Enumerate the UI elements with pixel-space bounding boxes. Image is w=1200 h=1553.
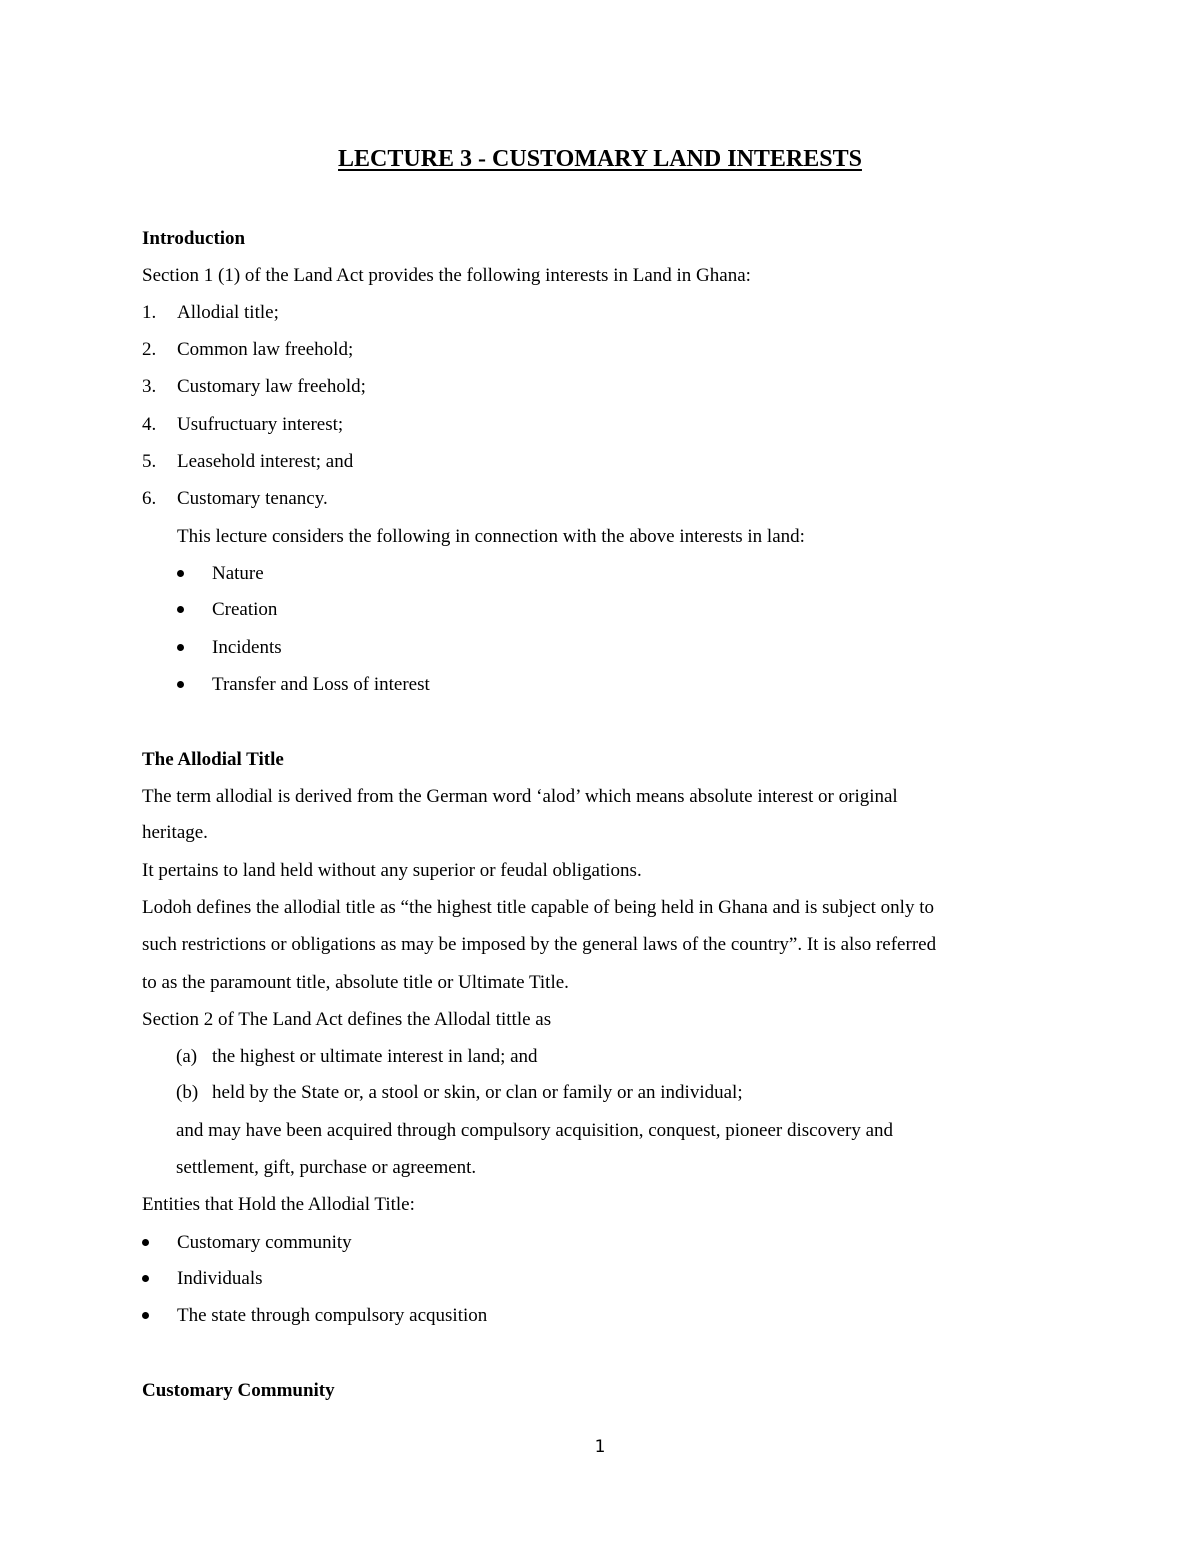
considers-text: This lecture considers the following in connection with the above interests in land: [177, 526, 805, 547]
paragraph-line: Section 2 of The Land Act defines the Allodal tittle as [142, 1009, 552, 1030]
customary-community-heading: Customary Community [142, 1380, 335, 1401]
list-item: Allodial title; [177, 302, 279, 323]
list-item: Common law freehold; [177, 339, 354, 360]
bullet-icon [142, 1275, 149, 1282]
paragraph-line: Entities that Hold the Allodial Title: [142, 1194, 415, 1215]
list-item-number: 5. [142, 451, 157, 472]
page-title: LECTURE 3 - CUSTOMARY LAND INTERESTS [338, 146, 862, 172]
list-item: Customary law freehold; [177, 376, 366, 397]
paragraph-line: It pertains to land held without any superior or feudal obligations. [142, 860, 642, 881]
list-item: Customary tenancy. [177, 488, 328, 509]
bullet-icon [177, 606, 184, 613]
page-number: 1 [594, 1437, 606, 1457]
paragraph-line: heritage. [142, 822, 208, 843]
bullet-icon [177, 681, 184, 688]
list-item-number: 2. [142, 339, 157, 360]
paragraph-line: The term allodial is derived from the German word ‘alod’ which means absolute interest or original [142, 786, 898, 807]
list-item: Incidents [212, 637, 282, 658]
introduction-heading: Introduction [142, 228, 246, 249]
list-item: The state through compulsory acqusition [177, 1305, 488, 1326]
list-item: held by the State or, a stool or skin, or clan or family or an individual; [212, 1082, 743, 1103]
bullet-icon [177, 570, 184, 577]
bullet-icon [177, 644, 184, 651]
list-item-label: (a) [176, 1046, 198, 1067]
bullet-icon [142, 1239, 149, 1246]
list-item-number: 6. [142, 488, 157, 509]
paragraph-line: to as the paramount title, absolute title or Ultimate Title. [142, 972, 569, 993]
paragraph-line: such restrictions or obligations as may be imposed by the general laws of the country”. It is also referred [142, 934, 937, 955]
list-item: Nature [212, 563, 264, 584]
list-item: Leasehold interest; and [177, 451, 354, 472]
list-item: Customary community [177, 1232, 352, 1253]
list-item-number: 4. [142, 414, 157, 435]
list-item: Transfer and Loss of interest [212, 674, 430, 695]
list-item: Usufructuary interest; [177, 414, 344, 435]
list-item: the highest or ultimate interest in land; and [212, 1046, 538, 1067]
list-item-number: 3. [142, 376, 157, 397]
list-item-number: 1. [142, 302, 157, 323]
list-item-label: (b) [176, 1082, 199, 1103]
bullet-icon [142, 1312, 149, 1319]
list-item: Creation [212, 599, 278, 620]
paragraph-line: and may have been acquired through compulsory acquisition, conquest, pioneer discovery and [176, 1120, 894, 1141]
list-item: Individuals [177, 1268, 263, 1289]
allodial-heading: The Allodial Title [142, 749, 284, 770]
paragraph-line: Lodoh defines the allodial title as “the highest title capable of being held in Ghana and is subject only to [142, 897, 934, 918]
introduction-lead: Section 1 (1) of the Land Act provides the following interests in Land in Ghana: [142, 265, 751, 286]
paragraph-line: settlement, gift, purchase or agreement. [176, 1157, 477, 1178]
